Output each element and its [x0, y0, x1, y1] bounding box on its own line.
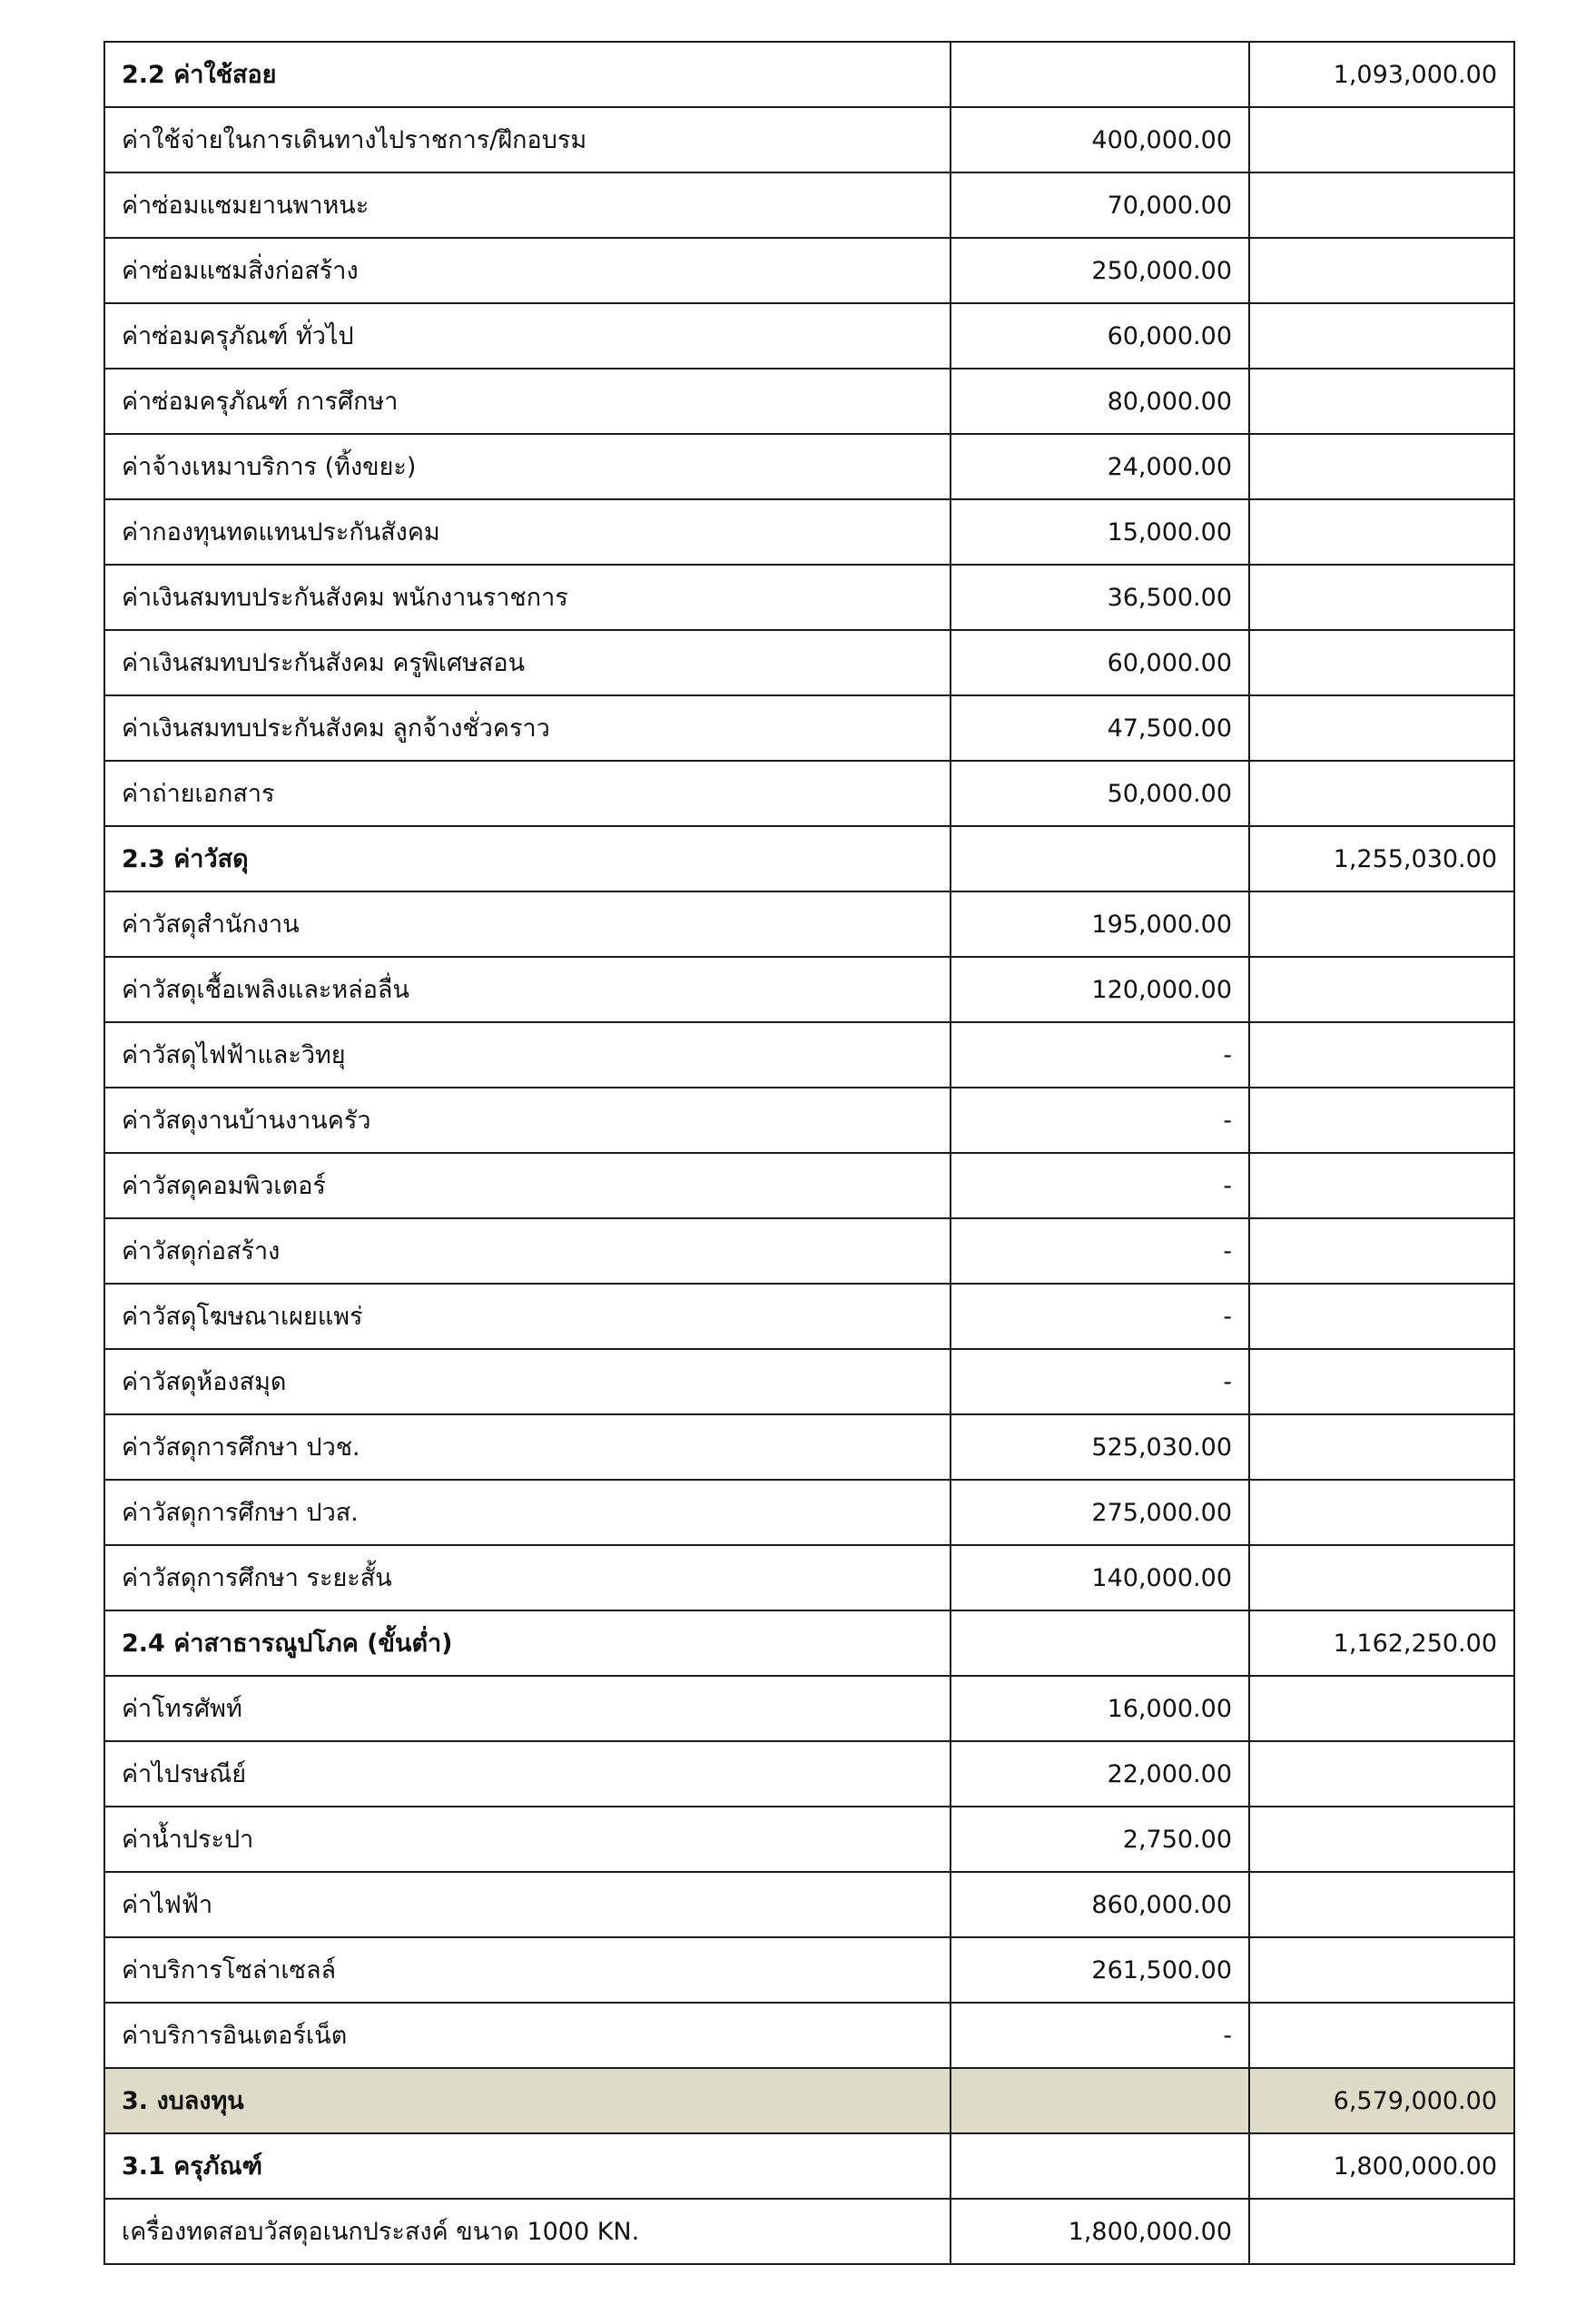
row-amount: 140,000.00 [951, 1545, 1249, 1610]
row-total [1249, 1937, 1514, 2003]
row-amount: 525,030.00 [951, 1414, 1249, 1480]
row-label: ค่าซ่อมแซมสิ่งก่อสร้าง [104, 238, 951, 303]
row-total [1249, 499, 1514, 565]
row-total [1249, 1545, 1514, 1610]
table-row [104, 1153, 1514, 1218]
row-amount: 860,000.00 [951, 1872, 1249, 1937]
row-amount: - [951, 2003, 1249, 2068]
table-row [104, 761, 1514, 826]
row-label: ค่าวัสดุงานบ้านงานครัว [104, 1088, 951, 1153]
table-row [104, 2199, 1514, 2264]
table-row [104, 2003, 1514, 2068]
row-label: ค่าวัสดุคอมพิวเตอร์ [104, 1153, 951, 1218]
section-row [104, 826, 1514, 891]
row-total: 1,162,250.00 [1249, 1610, 1514, 1676]
row-label: ค่าใช้จ่ายในการเดินทางไปราชการ/ฝึกอบรม [104, 107, 951, 172]
row-amount [951, 826, 1249, 891]
row-amount: 60,000.00 [951, 303, 1249, 369]
row-total: 1,800,000.00 [1249, 2133, 1514, 2199]
row-label: ค่าโทรศัพท์ [104, 1676, 951, 1741]
row-total [1249, 1022, 1514, 1088]
table-row [104, 107, 1514, 172]
table-row [104, 1872, 1514, 1937]
row-label: ค่าวัสดุเชื้อเพลิงและหล่อลื่น [104, 957, 951, 1022]
row-total [1249, 1088, 1514, 1153]
row-total [1249, 2003, 1514, 2068]
table-row [104, 1937, 1514, 2003]
table-row [104, 1088, 1514, 1153]
row-label: ค่าวัสดุการศึกษา ระยะสั้น [104, 1545, 951, 1610]
row-amount: 70,000.00 [951, 172, 1249, 238]
row-total [1249, 1218, 1514, 1284]
row-label: ค่าเงินสมทบประกันสังคม พนักงานราชการ [104, 565, 951, 630]
row-label: ค่าเงินสมทบประกันสังคม ลูกจ้างชั่วคราว [104, 695, 951, 761]
row-amount: - [951, 1022, 1249, 1088]
table-row [104, 1022, 1514, 1088]
row-amount: 47,500.00 [951, 695, 1249, 761]
row-total [1249, 565, 1514, 630]
row-total [1249, 630, 1514, 695]
row-label: ค่าน้ำประปา [104, 1807, 951, 1872]
row-label: ค่าวัสดุการศึกษา ปวส. [104, 1480, 951, 1545]
table-row [104, 434, 1514, 499]
row-amount: 250,000.00 [951, 238, 1249, 303]
row-total [1249, 434, 1514, 499]
row-amount: 60,000.00 [951, 630, 1249, 695]
row-label: ค่าซ่อมครุภัณฑ์ ทั่วไป [104, 303, 951, 369]
row-total [1249, 2199, 1514, 2264]
section-row [104, 1610, 1514, 1676]
table-row [104, 695, 1514, 761]
row-total [1249, 1872, 1514, 1937]
row-label: ค่าเงินสมทบประกันสังคม ครูพิเศษสอน [104, 630, 951, 695]
row-total [1249, 107, 1514, 172]
row-amount: 16,000.00 [951, 1676, 1249, 1741]
table-row [104, 369, 1514, 434]
table-row [104, 1480, 1514, 1545]
row-amount: - [951, 1349, 1249, 1414]
row-label: ค่าวัสดุสำนักงาน [104, 891, 951, 957]
row-label: ค่าวัสดุโฆษณาเผยแพร่ [104, 1284, 951, 1349]
row-total [1249, 303, 1514, 369]
table-row [104, 303, 1514, 369]
row-label: 3.1 ครุภัณฑ์ [104, 2133, 951, 2199]
row-total [1249, 957, 1514, 1022]
row-label: ค่าบริการโซล่าเซลล์ [104, 1937, 951, 2003]
row-total: 1,093,000.00 [1249, 42, 1514, 107]
row-label: ค่าถ่ายเอกสาร [104, 761, 951, 826]
table-row [104, 172, 1514, 238]
row-label: ค่าซ่อมแซมยานพาหนะ [104, 172, 951, 238]
table-row [104, 1807, 1514, 1872]
row-label: ค่าวัสดุห้องสมุด [104, 1349, 951, 1414]
row-amount: - [951, 1153, 1249, 1218]
table-row [104, 499, 1514, 565]
row-amount: 261,500.00 [951, 1937, 1249, 2003]
row-amount: - [951, 1284, 1249, 1349]
section-row [104, 42, 1514, 107]
table-row [104, 1349, 1514, 1414]
budget-table [103, 41, 1515, 2265]
table-row [104, 891, 1514, 957]
table-row [104, 1741, 1514, 1807]
table-row [104, 1414, 1514, 1480]
row-total [1249, 1414, 1514, 1480]
row-amount: 2,750.00 [951, 1807, 1249, 1872]
row-total [1249, 1153, 1514, 1218]
row-amount: 275,000.00 [951, 1480, 1249, 1545]
table-row [104, 1284, 1514, 1349]
row-label: 2.3 ค่าวัสดุ [104, 826, 951, 891]
row-total [1249, 891, 1514, 957]
table-row [104, 1676, 1514, 1741]
row-label: ค่ากองทุนทดแทนประกันสังคม [104, 499, 951, 565]
row-total [1249, 1284, 1514, 1349]
row-amount [951, 1610, 1249, 1676]
row-total [1249, 1741, 1514, 1807]
row-amount: 80,000.00 [951, 369, 1249, 434]
row-label: ค่าจ้างเหมาบริการ (ทิ้งขยะ) [104, 434, 951, 499]
row-amount: 36,500.00 [951, 565, 1249, 630]
row-label: ค่าวัสดุก่อสร้าง [104, 1218, 951, 1284]
row-label: 3. งบลงทุน [104, 2068, 951, 2133]
row-amount [951, 42, 1249, 107]
row-label: ค่าไปรษณีย์ [104, 1741, 951, 1807]
row-label: ค่าวัสดุไฟฟ้าและวิทยุ [104, 1022, 951, 1088]
row-amount: 22,000.00 [951, 1741, 1249, 1807]
category-row [104, 2068, 1514, 2133]
row-total [1249, 238, 1514, 303]
row-label: ค่าบริการอินเตอร์เน็ต [104, 2003, 951, 2068]
row-label: 2.2 ค่าใช้สอย [104, 42, 951, 107]
row-total [1249, 1480, 1514, 1545]
section-row [104, 2133, 1514, 2199]
table-row [104, 1218, 1514, 1284]
row-total [1249, 1807, 1514, 1872]
row-total [1249, 761, 1514, 826]
row-amount: 120,000.00 [951, 957, 1249, 1022]
table-row [104, 1545, 1514, 1610]
table-row [104, 238, 1514, 303]
row-amount: 50,000.00 [951, 761, 1249, 826]
table-row [104, 565, 1514, 630]
row-total: 6,579,000.00 [1249, 2068, 1514, 2133]
row-total [1249, 1349, 1514, 1414]
row-amount: 24,000.00 [951, 434, 1249, 499]
row-label: ค่าไฟฟ้า [104, 1872, 951, 1937]
row-label: ค่าซ่อมครุภัณฑ์ การศึกษา [104, 369, 951, 434]
row-total [1249, 1676, 1514, 1741]
row-total [1249, 695, 1514, 761]
row-total [1249, 369, 1514, 434]
row-amount: - [951, 1218, 1249, 1284]
row-label: 2.4 ค่าสาธารณูปโภค (ขั้นต่ำ) [104, 1610, 951, 1676]
row-label: เครื่องทดสอบวัสดุอเนกประสงค์ ขนาด 1000 KN. [104, 2199, 951, 2264]
row-amount: - [951, 1088, 1249, 1153]
table-row [104, 630, 1514, 695]
row-amount: 400,000.00 [951, 107, 1249, 172]
row-amount [951, 2133, 1249, 2199]
row-amount: 15,000.00 [951, 499, 1249, 565]
row-amount: 1,800,000.00 [951, 2199, 1249, 2264]
row-total: 1,255,030.00 [1249, 826, 1514, 891]
budget-table-body [104, 42, 1514, 2264]
row-total [1249, 172, 1514, 238]
row-label: ค่าวัสดุการศึกษา ปวช. [104, 1414, 951, 1480]
table-row [104, 957, 1514, 1022]
row-amount [951, 2068, 1249, 2133]
row-amount: 195,000.00 [951, 891, 1249, 957]
